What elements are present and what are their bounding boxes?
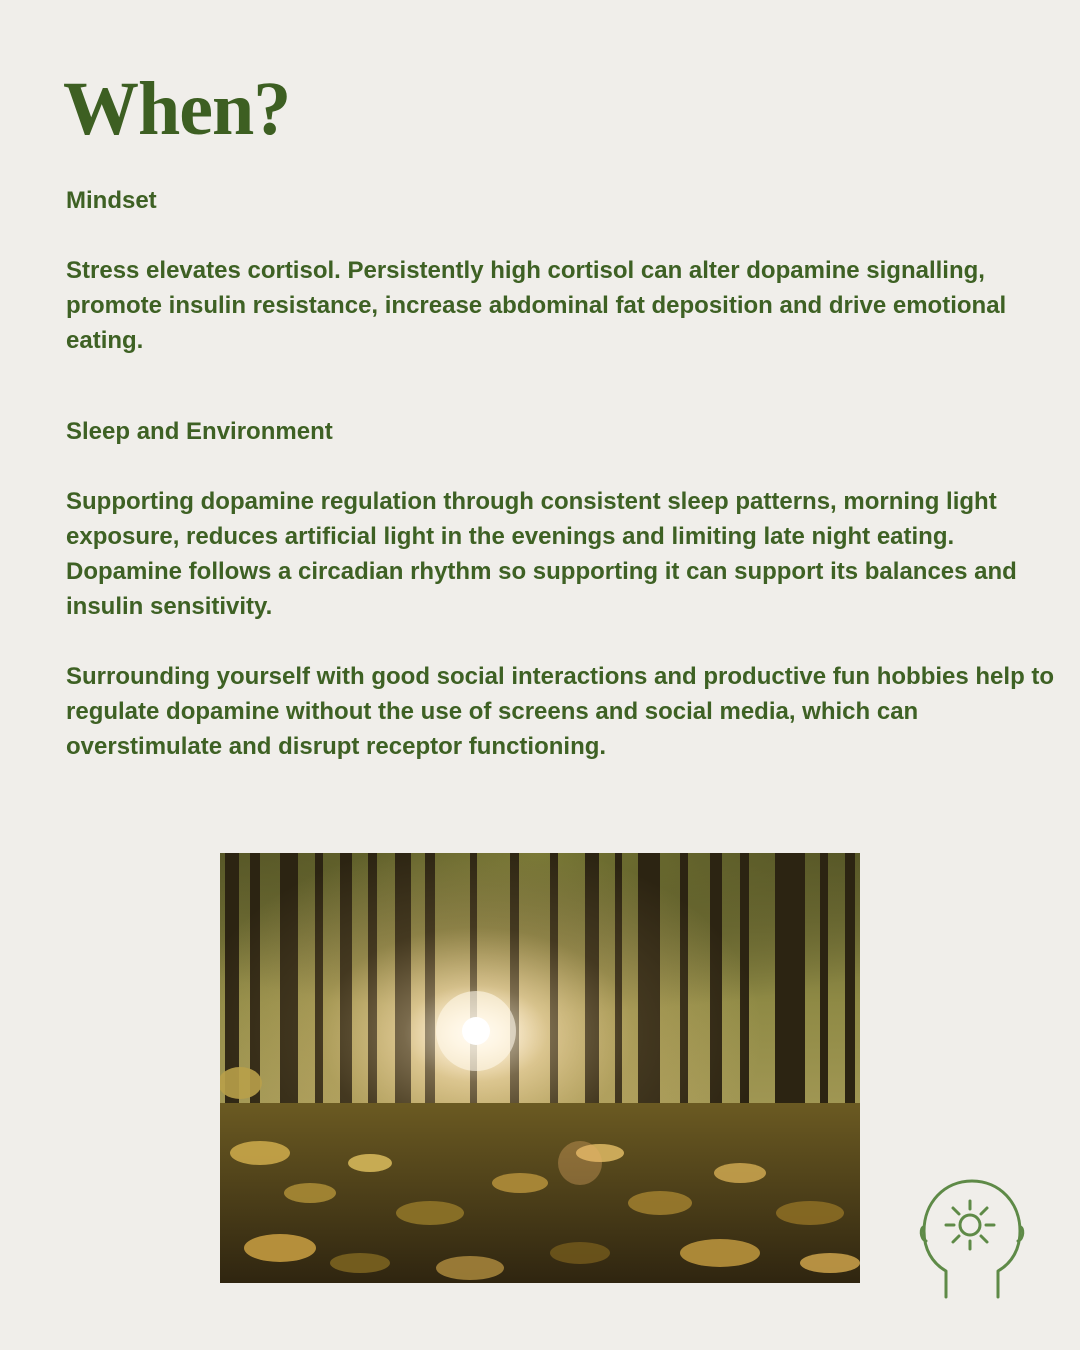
page-title: When? bbox=[63, 67, 291, 151]
head-with-sun-icon bbox=[918, 1175, 1026, 1299]
forest-sunlight-photo bbox=[220, 853, 860, 1283]
text-content bbox=[66, 183, 1056, 764]
section-heading-mindset: Mindset bbox=[66, 187, 157, 214]
section-body-social: Surrounding yourself with good social interactions and productive fun hobbies help to regulate dopamine without the use of screens and social media, which can overstimulate and disrupt receptor functioning. bbox=[66, 663, 1055, 760]
section-heading-sleep: Sleep and Environment bbox=[66, 418, 333, 445]
section-body-sleep: Supporting dopamine regulation through consistent sleep patterns, morning light exposure, reduces artificial light in the evenings and limiting late night eating. Dopamine follows a circadian rhythm so supporting it can support its balances and insulin sensitivity. bbox=[66, 488, 1017, 620]
section-body-mindset: Stress elevates cortisol. Persistently high cortisol can alter dopamine signalling, promote insulin resistance, increase abdominal fat deposition and drive emotional eating. bbox=[66, 257, 1007, 354]
